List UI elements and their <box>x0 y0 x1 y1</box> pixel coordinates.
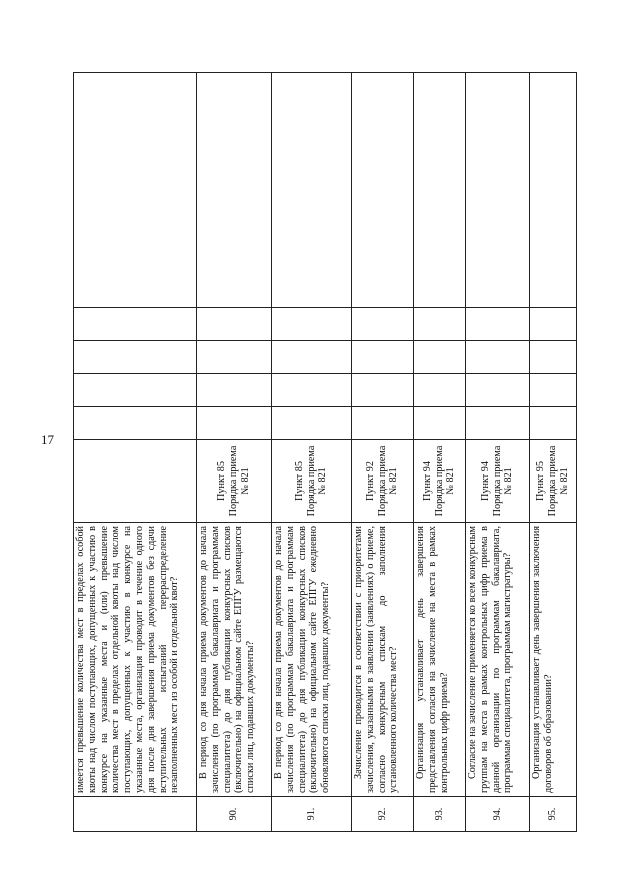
table-row <box>414 73 466 832</box>
empty-cell <box>530 341 577 374</box>
checklist-table <box>73 72 577 832</box>
empty-cell <box>197 308 272 341</box>
empty-cell <box>74 73 197 308</box>
empty-cell <box>466 341 530 374</box>
empty-cell <box>74 308 197 341</box>
row-number: 91. <box>272 797 352 832</box>
empty-cell <box>352 73 414 308</box>
empty-cell <box>466 374 530 407</box>
reference-text: Пункт 92 Порядка приема № 821 <box>352 440 414 523</box>
empty-cell <box>352 308 414 341</box>
empty-cell <box>74 341 197 374</box>
question-text: В период со дня начала приема документов до начала зачисления (по программам бакалавриата и программам специалитета) до дня публикации конкурсных списков (включительно) на официальном сайте ЕПГУ размещаются списки лиц, подавших документы? <box>197 523 272 797</box>
empty-cell <box>272 308 352 341</box>
row-number: 93. <box>414 797 466 832</box>
empty-cell <box>197 341 272 374</box>
page-number: 17 <box>41 432 54 447</box>
empty-cell <box>466 407 530 440</box>
table-row <box>466 73 530 832</box>
empty-cell <box>197 407 272 440</box>
reference-text <box>74 440 197 523</box>
table-row <box>530 73 577 832</box>
empty-cell <box>272 341 352 374</box>
question-text: Организация устанавливает день завершения заключения договоров об образовании? <box>530 523 577 797</box>
empty-cell <box>414 308 466 341</box>
reference-text: Пункт 85 Порядка приема № 821 <box>272 440 352 523</box>
question-text: В период со дня начала приема документов до начала зачисления (по программам бакалавриата и программам специалитета) до дня публикации конкурсных списков (включительно) на официальном сайте ЕПГУ ежедневно обновляются списки лиц, подавших документы? <box>272 523 352 797</box>
empty-cell <box>414 341 466 374</box>
table-row <box>352 73 414 832</box>
reference-text: Пункт 85 Порядка приема № 821 <box>197 440 272 523</box>
row-number: 95. <box>530 797 577 832</box>
empty-cell <box>466 73 530 308</box>
reference-text: Пункт 94 Порядка приема № 821 <box>414 440 466 523</box>
empty-cell <box>414 374 466 407</box>
empty-cell <box>414 73 466 308</box>
empty-cell <box>197 73 272 308</box>
empty-cell <box>530 407 577 440</box>
empty-cell <box>272 374 352 407</box>
question-text: Согласие на зачисление применяется ко всем конкурсным группам на места в рамках контрольных цифр приема в данной организации по программам бакалавриата, программам специалитета, программам магистратуры? <box>466 523 530 797</box>
empty-cell <box>272 73 352 308</box>
question-text: Организация устанавливает день завершения представления согласия на зачисление на места в рамках контрольных цифр приема? <box>414 523 466 797</box>
row-number: 92. <box>352 797 414 832</box>
row-number: 90. <box>197 797 272 832</box>
empty-cell <box>352 407 414 440</box>
empty-cell <box>352 341 414 374</box>
row-number: 94. <box>466 797 530 832</box>
empty-cell <box>74 374 197 407</box>
table-row <box>272 73 352 832</box>
empty-cell <box>530 308 577 341</box>
reference-text: Пункт 94 Порядка приема № 821 <box>466 440 530 523</box>
empty-cell <box>74 407 197 440</box>
table-row <box>197 73 272 832</box>
empty-cell <box>530 374 577 407</box>
empty-cell <box>466 308 530 341</box>
empty-cell <box>197 374 272 407</box>
question-text: Зачисление проводится в соответствии с приоритетами зачисления, указанными в заявлении (заявлениях) о приеме, согласно конкурсным спискам до заполнения установленного количества мест? <box>352 523 414 797</box>
empty-cell <box>530 73 577 308</box>
question-text: имеется превышение количества мест в пределах особой квоты над числом поступающих, допущенных к участию в конкурсе на указанные места и (или) превышение количества мест в пределах отдельной квоты над числом поступающих, допущенных к участию в конкурсе на указанные места, организация проводит в течение одного дня после дня завершения приема документов без сдачи вступительных испытаний перераспределение незаполненных мест из особой и отдельной квот? <box>74 523 197 797</box>
empty-cell <box>352 374 414 407</box>
row-number <box>74 797 197 832</box>
table-row <box>74 73 197 832</box>
rotated-table-container <box>73 73 576 832</box>
empty-cell <box>414 407 466 440</box>
empty-cell <box>272 407 352 440</box>
reference-text: Пункт 95 Порядка приема № 821 <box>530 440 577 523</box>
